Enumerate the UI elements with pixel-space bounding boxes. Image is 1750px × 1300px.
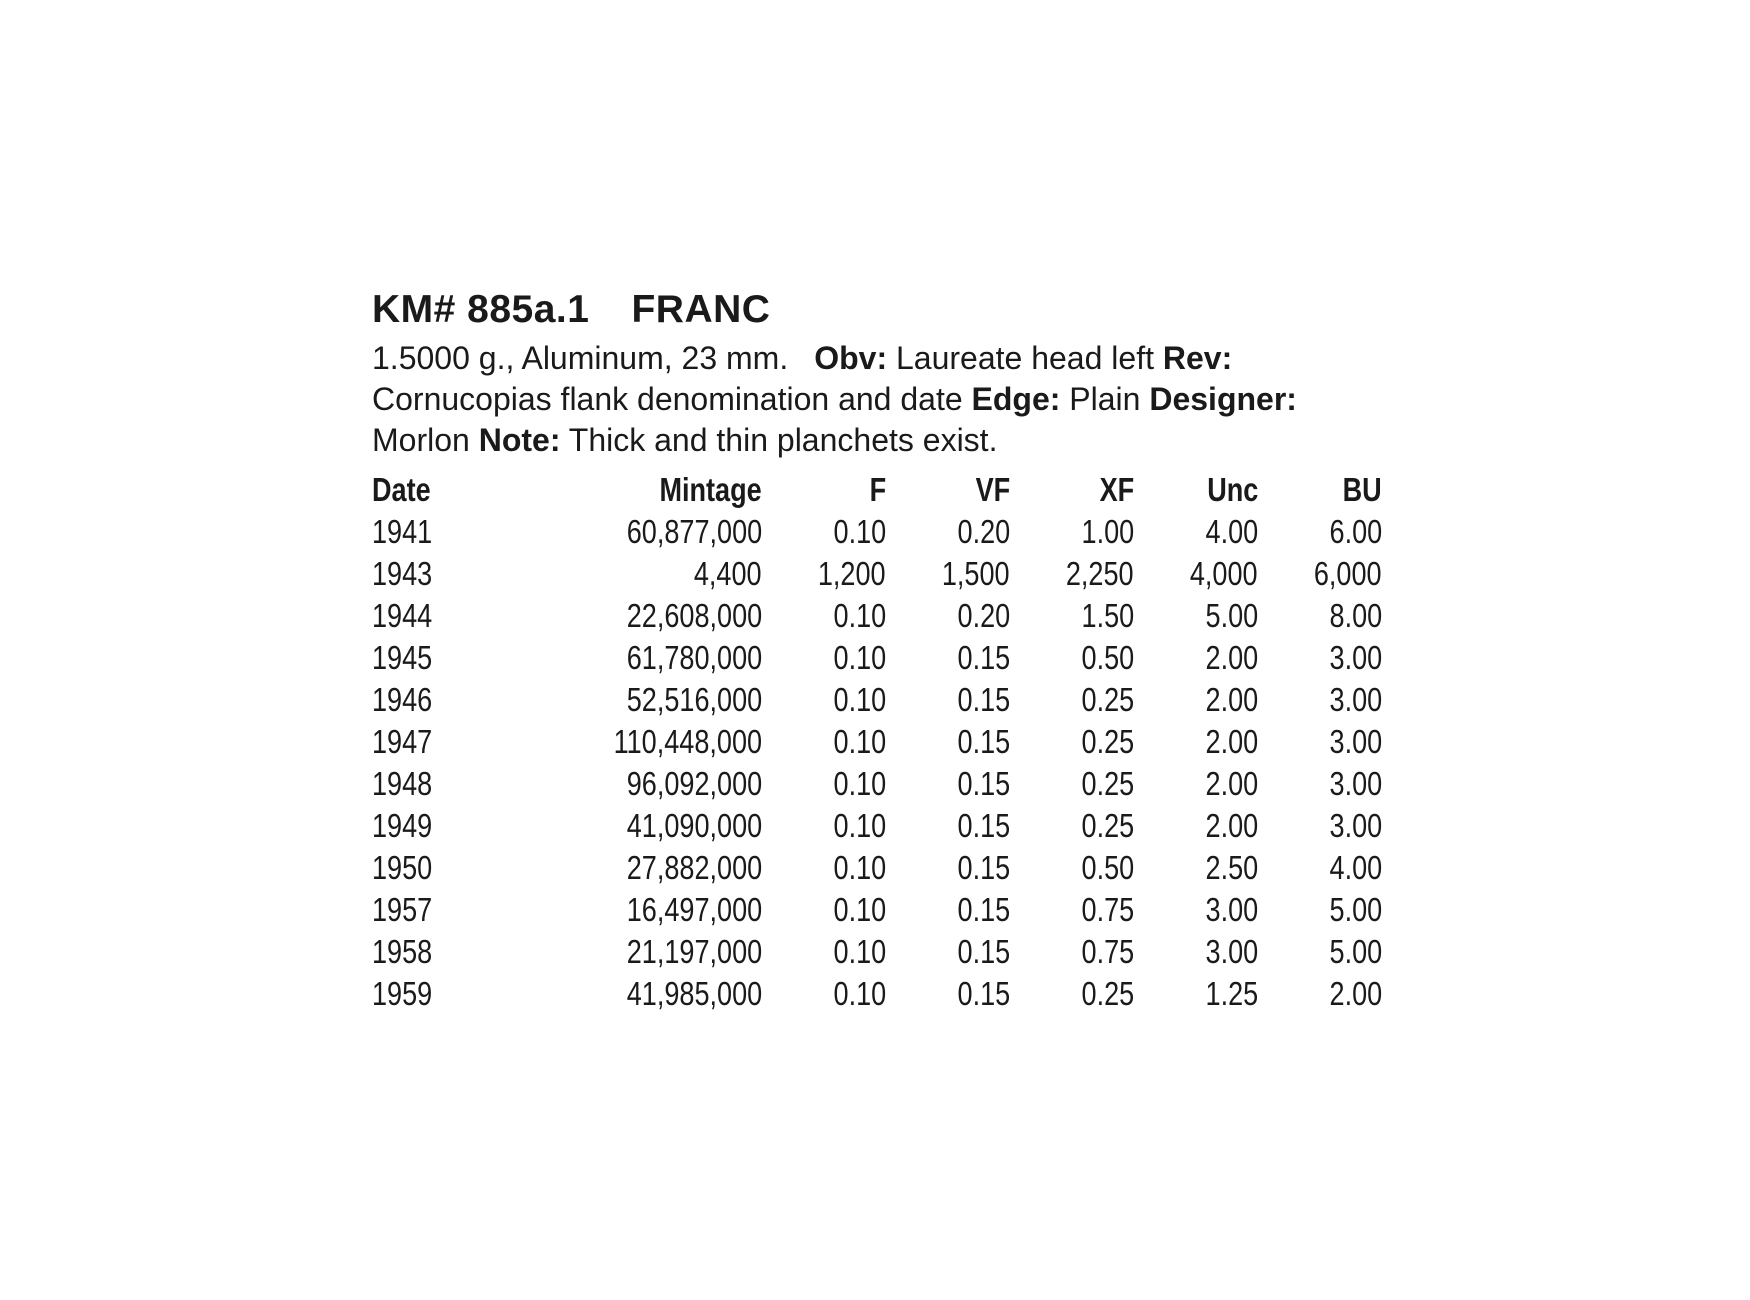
obv-text: Laureate head left [895,340,1154,376]
denomination-title: FRANC [631,288,771,331]
cell-mintage: 16,497,000 [626,891,762,928]
cell-date: 1943 [372,555,433,592]
cell-vf: 0.15 [957,723,1010,760]
cell-unc: 3.00 [1205,891,1258,928]
specs-text: 1.5000 g., Aluminum, 23 mm. [372,340,789,376]
km-number: KM# 885a.1 [372,288,590,331]
cell-unc: 2.00 [1205,807,1258,844]
cell-xf: 0.25 [1081,975,1134,1012]
cell-unc: 2.00 [1205,681,1258,718]
cell-vf: 0.15 [957,849,1010,886]
table-row [372,805,1382,847]
entry-description [372,338,1382,461]
cell-f: 0.10 [833,639,886,676]
rev-label: Rev: [1162,340,1233,376]
cell-f: 0.10 [833,891,886,928]
table-row [372,763,1382,805]
cell-f: 0.10 [833,849,886,886]
table-row [372,595,1382,637]
cell-xf: 0.25 [1081,681,1134,718]
cell-f: 0.10 [833,597,886,634]
cell-f: 1,200 [818,555,886,592]
cell-mintage: 52,516,000 [626,681,762,718]
cell-date: 1959 [372,975,433,1012]
cell-bu: 6,000 [1314,555,1382,592]
cell-xf: 0.50 [1081,639,1134,676]
table-row [372,637,1382,679]
edge-text: Plain [1069,381,1141,417]
table-row [372,889,1382,931]
cell-date: 1944 [372,597,433,634]
cell-xf: 0.25 [1081,765,1134,802]
cell-date: 1958 [372,933,433,970]
cell-bu: 3.00 [1329,807,1382,844]
cell-unc: 4,000 [1190,555,1258,592]
cell-xf: 1.00 [1081,513,1134,550]
table-row [372,679,1382,721]
cell-bu: 3.00 [1329,765,1382,802]
cell-vf: 0.15 [957,807,1010,844]
cell-xf: 0.75 [1081,891,1134,928]
mintage-table [372,469,1382,1015]
cell-bu: 6.00 [1329,513,1382,550]
cell-bu: 5.00 [1329,891,1382,928]
table-row [372,847,1382,889]
header-mintage: Mintage [659,471,762,508]
note-text: Thick and thin planchets exist. [568,422,998,458]
cell-unc: 2.00 [1205,723,1258,760]
cell-date: 1947 [372,723,433,760]
rev-text: Cornucopias flank denomination and date [372,381,963,417]
header-xf: XF [1099,471,1134,508]
cell-bu: 3.00 [1329,723,1382,760]
cell-f: 0.10 [833,513,886,550]
catalog-entry [372,286,1382,1015]
cell-xf: 0.50 [1081,849,1134,886]
cell-vf: 0.15 [957,933,1010,970]
cell-mintage: 60,877,000 [626,513,762,550]
cell-date: 1957 [372,891,433,928]
cell-unc: 3.00 [1205,933,1258,970]
cell-date: 1946 [372,681,433,718]
cell-unc: 2.00 [1205,639,1258,676]
cell-vf: 0.15 [957,975,1010,1012]
cell-mintage: 41,985,000 [626,975,762,1012]
table-header-row [372,469,1382,511]
cell-mintage: 61,780,000 [626,639,762,676]
cell-bu: 2.00 [1329,975,1382,1012]
cell-vf: 0.20 [957,597,1010,634]
cell-unc: 2.00 [1205,765,1258,802]
header-bu: BU [1342,471,1382,508]
designer-label: Designer: [1149,381,1297,417]
cell-date: 1945 [372,639,433,676]
cell-unc: 2.50 [1205,849,1258,886]
cell-unc: 4.00 [1205,513,1258,550]
cell-bu: 4.00 [1329,849,1382,886]
cell-mintage: 41,090,000 [626,807,762,844]
cell-date: 1941 [372,513,433,550]
cell-mintage: 96,092,000 [626,765,762,802]
cell-f: 0.10 [833,933,886,970]
cell-date: 1948 [372,765,433,802]
table-body [372,511,1382,1015]
entry-heading [372,286,1382,334]
table-row [372,931,1382,973]
header-date: Date [372,471,431,508]
cell-vf: 0.15 [957,765,1010,802]
header-vf: VF [975,471,1010,508]
cell-vf: 0.20 [957,513,1010,550]
cell-f: 0.10 [833,765,886,802]
cell-f: 0.10 [833,723,886,760]
cell-xf: 0.75 [1081,933,1134,970]
header-unc: Unc [1206,471,1258,508]
cell-xf: 1.50 [1081,597,1134,634]
cell-vf: 0.15 [957,681,1010,718]
cell-xf: 2,250 [1066,555,1134,592]
edge-label: Edge: [971,381,1061,417]
table-row [372,973,1382,1015]
cell-f: 0.10 [833,807,886,844]
cell-mintage: 21,197,000 [626,933,762,970]
cell-bu: 3.00 [1329,639,1382,676]
cell-mintage: 110,448,000 [613,723,762,760]
cell-mintage: 22,608,000 [626,597,762,634]
designer-text: Morlon [372,422,470,458]
table-row [372,721,1382,763]
obv-label: Obv: [814,340,888,376]
cell-vf: 0.15 [957,891,1010,928]
cell-bu: 5.00 [1329,933,1382,970]
note-label: Note: [478,422,561,458]
cell-date: 1950 [372,849,433,886]
cell-bu: 3.00 [1329,681,1382,718]
cell-mintage: 27,882,000 [626,849,762,886]
cell-vf: 1,500 [942,555,1010,592]
table-row [372,553,1382,595]
cell-unc: 5.00 [1205,597,1258,634]
cell-vf: 0.15 [957,639,1010,676]
cell-bu: 8.00 [1329,597,1382,634]
cell-f: 0.10 [833,975,886,1012]
cell-mintage: 4,400 [694,555,762,592]
cell-xf: 0.25 [1081,723,1134,760]
cell-date: 1949 [372,807,433,844]
cell-xf: 0.25 [1081,807,1134,844]
cell-unc: 1.25 [1205,975,1258,1012]
header-f: F [869,471,886,508]
table-row [372,511,1382,553]
cell-f: 0.10 [833,681,886,718]
